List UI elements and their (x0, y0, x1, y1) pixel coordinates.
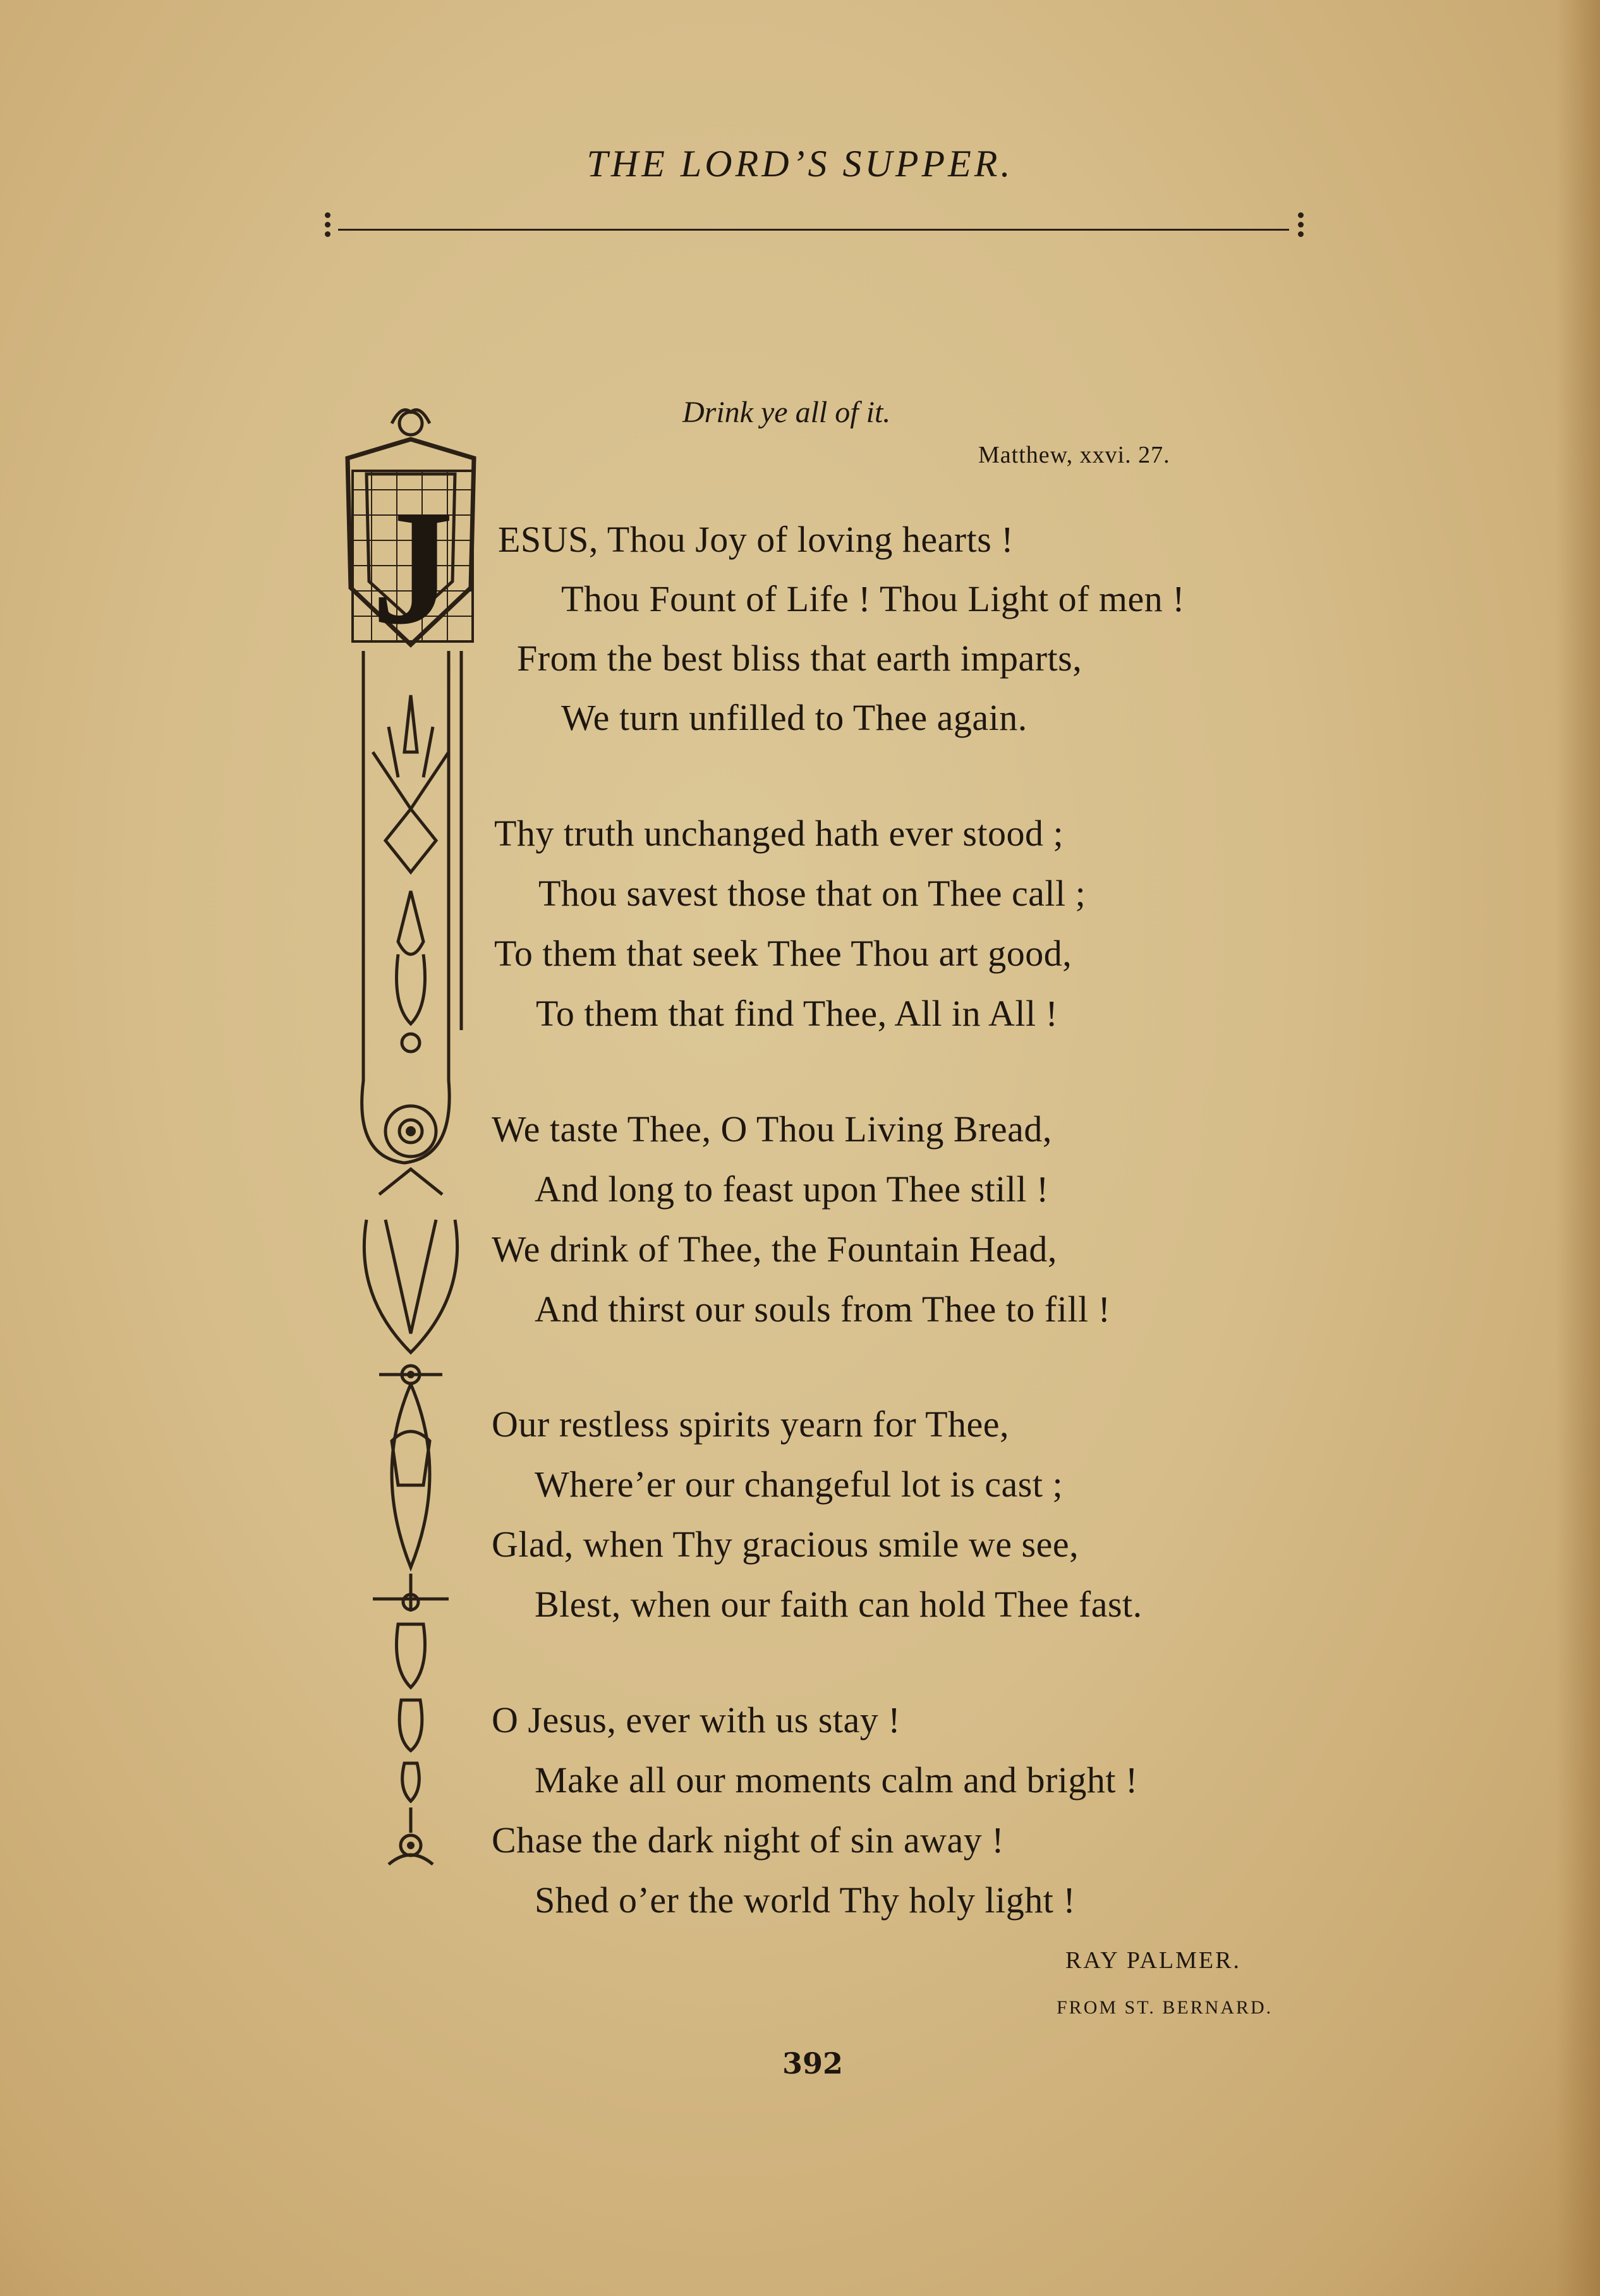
stanza-3-line-1: We taste Thee, O Thou Living Bread, (492, 1109, 1052, 1150)
stanza-5-line-2: Make all our moments calm and bright ! (535, 1759, 1138, 1801)
rule-ornament-right (1295, 209, 1306, 241)
stanza-3-line-3: We drink of Thee, the Fountain Head, (492, 1229, 1057, 1270)
page-number: 392 (782, 2046, 844, 2080)
author-name: RAY PALMER. (1065, 1947, 1241, 1974)
stanza-4-line-1: Our restless spirits yearn for Thee, (492, 1404, 1010, 1445)
rule-ornament-left (322, 209, 332, 241)
dropcap-letter: J (372, 477, 454, 654)
stanza-2-line-3: To them that seek Thee Thou art good, (494, 933, 1072, 974)
stanza-4-line-4: Blest, when our faith can hold Thee fast. (535, 1584, 1142, 1625)
header-rule (338, 229, 1289, 231)
stanza-3-line-4: And thirst our souls from Thee to fill ! (535, 1289, 1111, 1330)
stanza-5-line-4: Shed o’er the world Thy holy light ! (535, 1880, 1076, 1921)
dropcap-j-icon (346, 465, 479, 654)
page-edge-shadow (1556, 0, 1600, 2296)
stanza-5-line-1: O Jesus, ever with us stay ! (492, 1699, 901, 1740)
stanza-4-line-3: Glad, when Thy gracious smile we see, (492, 1524, 1079, 1565)
stanza-1-line-3: From the best bliss that earth imparts, (517, 638, 1082, 679)
stanza-1-line-4: We turn unfilled to Thee again. (561, 697, 1027, 738)
epigraph-reference: Matthew, xxvi. 27. (978, 442, 1170, 468)
stanza-4-line-2: Where’er our changeful lot is cast ; (535, 1464, 1064, 1505)
running-header (0, 142, 1600, 186)
stanza-1-line-2: Thou Fount of Life ! Thou Light of men ! (561, 578, 1185, 619)
stanza-5-line-3: Chase the dark night of sin away ! (492, 1819, 1005, 1861)
stanza-2-line-2: Thou savest those that on Thee call ; (538, 873, 1086, 914)
epigraph-text: Drink ye all of it. (682, 396, 891, 429)
author-source: FROM ST. BERNARD. (1057, 1997, 1273, 2018)
stanza-1-line-1: ESUS, Thou Joy of loving hearts ! (498, 519, 1014, 560)
stanza-2-line-4: To them that find Thee, All in All ! (536, 993, 1058, 1034)
stanza-3-line-2: And long to feast upon Thee still ! (535, 1169, 1049, 1210)
page-title: THE LORD’S SUPPER. (586, 143, 1014, 185)
stanza-2-line-1: Thy truth unchanged hath ever stood ; (494, 813, 1064, 854)
